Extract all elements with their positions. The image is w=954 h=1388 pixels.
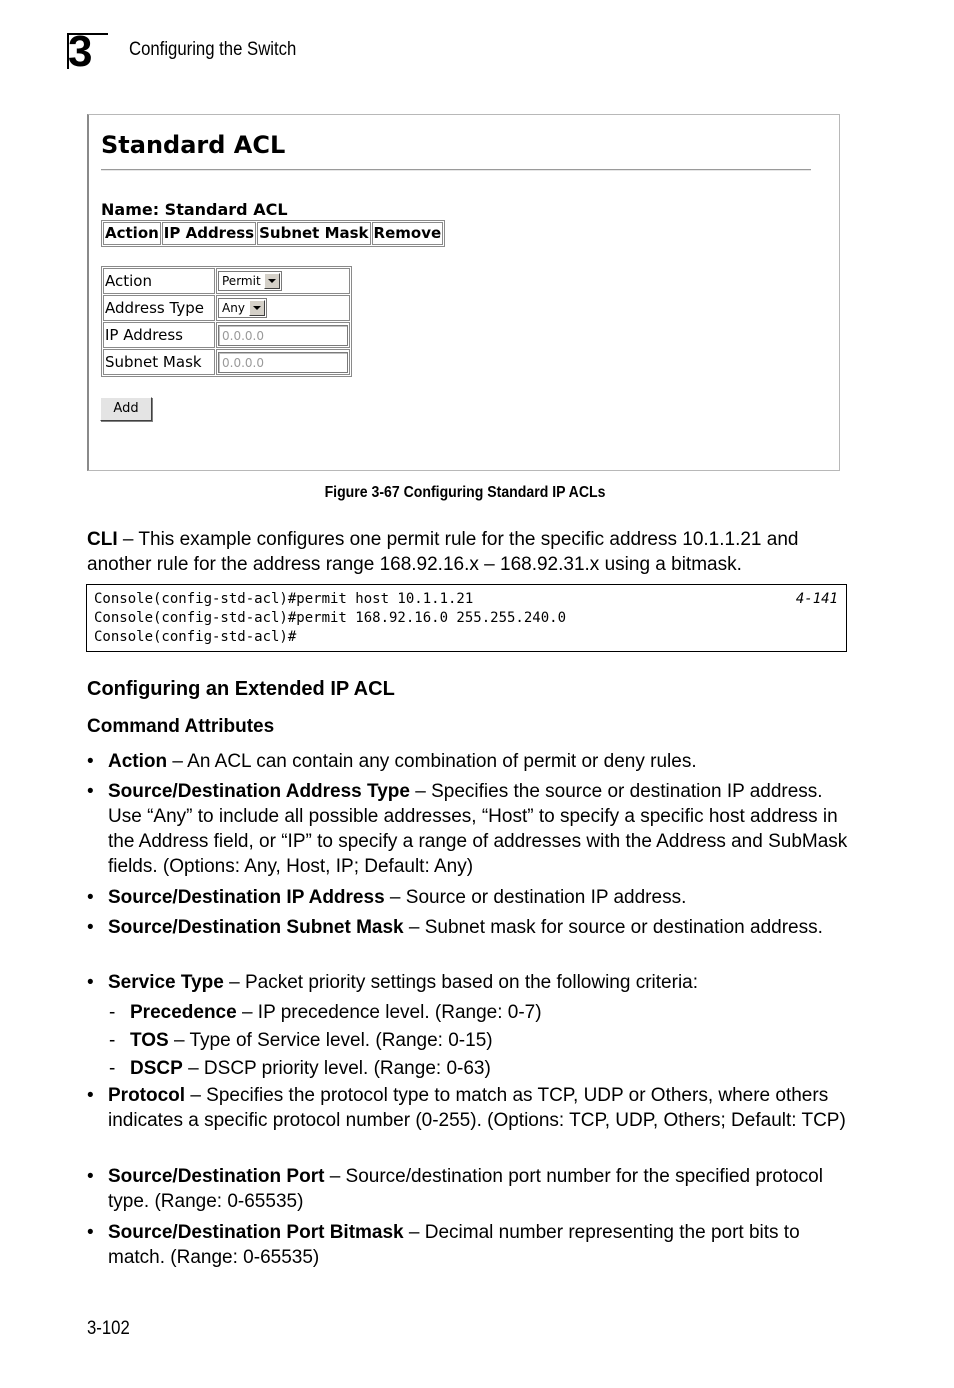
item-term: Source/Destination Port Bitmask (108, 1222, 404, 1243)
item-text: – Packet priority settings based on the following criteria: (223, 972, 699, 993)
item-term: TOS (130, 1030, 169, 1051)
dash-icon: - (109, 1058, 116, 1079)
column-header-remove: Remove (372, 222, 444, 245)
acl-rules-table (101, 220, 445, 247)
item-text: – Type of Service level. (Range: 0-15) (168, 1030, 493, 1051)
address-type-select-value: Any (222, 301, 245, 315)
sub-list-item (130, 1028, 493, 1053)
item-term: Action (108, 751, 168, 772)
code-line: Console(config-std-acl)# (94, 629, 297, 645)
item-text: – Decimal number representing the port bits to match. (Range: 0-65535) (108, 1222, 800, 1268)
code-line: Console(config-std-acl)#permit host 10.1.1.21 (94, 591, 474, 607)
item-text: – An ACL can contain any combination of permit or deny rules. (167, 751, 697, 772)
page-number: 3-102 (87, 1318, 130, 1339)
address-type-label: Address Type (103, 295, 215, 321)
cli-paragraph (87, 527, 847, 577)
sub-list-item (130, 1056, 491, 1081)
ip-address-input[interactable]: 0.0.0.0 (218, 325, 348, 346)
code-page-reference: 4-141 (795, 591, 838, 607)
list-item (108, 1220, 853, 1270)
item-text: – Source or destination IP address. (384, 887, 687, 908)
bullet-icon: • (87, 1222, 94, 1243)
action-select[interactable] (218, 271, 282, 291)
item-text: – Subnet mask for source or destination address. (403, 917, 823, 938)
action-label: Action (103, 268, 215, 294)
list-item (108, 779, 853, 879)
item-term: Protocol (108, 1085, 186, 1106)
list-item (108, 749, 853, 774)
sub-list-item (130, 1000, 542, 1025)
chevron-down-icon[interactable] (249, 300, 265, 316)
item-text: – Source/destination port number for the specified protocol type. (Range: 0-65535) (108, 1166, 823, 1212)
item-text: – Specifies the protocol type to match as TCP, UDP or Others, where others indicates a specific protocol number (0-255). (Options: TCP, UDP, Others; Default: TCP) (108, 1085, 846, 1131)
figure-caption: Figure 3-67 Configuring Standard IP ACLs (324, 484, 606, 501)
action-select-value: Permit (222, 274, 261, 288)
acl-name-line: Name: Standard ACL (101, 200, 288, 219)
item-term: Source/Destination IP Address (108, 887, 385, 908)
bullet-icon: • (87, 781, 94, 802)
dash-icon: - (109, 1030, 116, 1051)
acl-rule-form (101, 266, 352, 377)
item-text: – Specifies the source or destination IP address. Use “Any” to include all possible addresses, “Host” to specify a specific host address in the Address field, or “IP” to specify a range of addresses with the Address and SubMask fields. (Options: Any, Host, IP; Default: Any) (108, 781, 848, 877)
bullet-icon: • (87, 751, 94, 772)
subnet-mask-label: Subnet Mask (103, 349, 215, 375)
bullet-icon: • (87, 887, 94, 908)
bullet-icon: • (87, 1166, 94, 1187)
item-term: Precedence (130, 1002, 237, 1023)
chevron-down-icon[interactable] (264, 273, 280, 289)
subnet-mask-input[interactable]: 0.0.0.0 (218, 352, 348, 373)
section-heading: Configuring an Extended IP ACL (87, 678, 395, 700)
address-type-select[interactable] (218, 298, 267, 318)
list-item (108, 915, 853, 940)
list-item (108, 885, 853, 910)
item-term: Source/Destination Subnet Mask (108, 917, 404, 938)
standard-acl-figure (87, 114, 840, 471)
bullet-icon: • (87, 1085, 94, 1106)
item-term: DSCP (130, 1058, 183, 1079)
cli-label: CLI (87, 529, 118, 550)
dash-icon: - (109, 1002, 116, 1023)
item-term: Service Type (108, 972, 224, 993)
item-term: Source/Destination Port (108, 1166, 325, 1187)
figure-title: Standard ACL (101, 131, 286, 159)
title-divider (101, 169, 811, 171)
item-text: – DSCP priority level. (Range: 0-63) (182, 1058, 491, 1079)
ip-address-label: IP Address (103, 322, 215, 348)
item-text: – IP precedence level. (Range: 0-7) (236, 1002, 542, 1023)
add-button[interactable]: Add (100, 397, 152, 421)
chapter-number: 3 (68, 27, 93, 76)
section-subheading: Command Attributes (87, 716, 275, 737)
bullet-icon: • (87, 972, 94, 993)
column-header-action: Action (103, 222, 161, 245)
bullet-icon: • (87, 917, 94, 938)
cli-code-block (86, 584, 847, 652)
item-term: Source/Destination Address Type (108, 781, 410, 802)
cli-text: – This example configures one permit rule for the specific address 10.1.1.21 and another rule for the address range 168.92.16.x – 168.92.31.x using a bitmask. (87, 529, 799, 575)
code-line: Console(config-std-acl)#permit 168.92.16.0 255.255.240.0 (94, 610, 567, 626)
chapter-title: Configuring the Switch (129, 39, 297, 60)
list-item (108, 970, 853, 995)
column-header-subnet-mask: Subnet Mask (257, 222, 370, 245)
list-item (108, 1164, 853, 1214)
column-header-ip-address: IP Address (162, 222, 256, 245)
list-item (108, 1083, 853, 1133)
